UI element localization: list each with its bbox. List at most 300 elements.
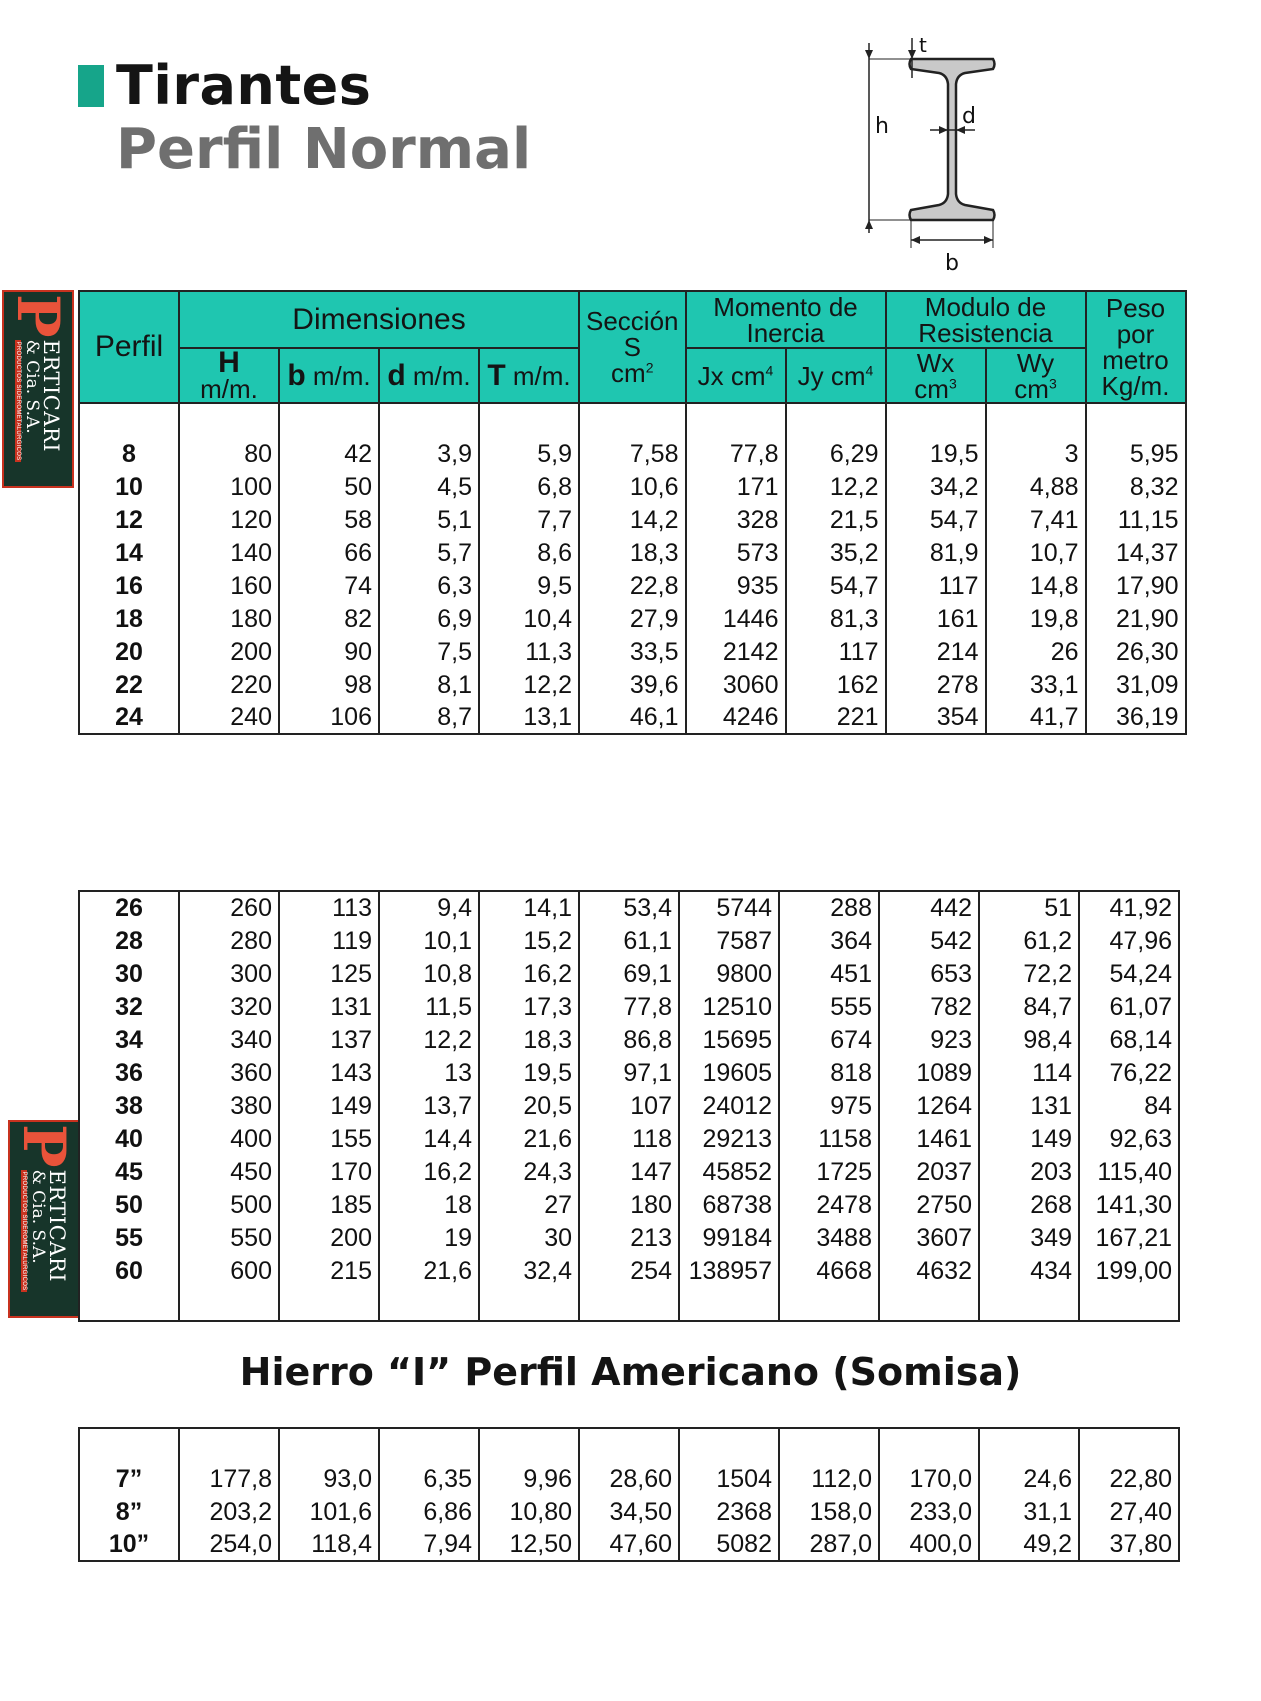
value-cell: 26 <box>986 635 1086 668</box>
value-cell: 170 <box>279 1155 379 1188</box>
value-cell: 167,21 <box>1079 1221 1179 1254</box>
blank-cell <box>786 403 886 437</box>
value-cell: 143 <box>279 1056 379 1089</box>
company-logo-2 <box>8 1120 80 1318</box>
b-label: b <box>945 251 959 276</box>
value-cell: 1264 <box>879 1089 979 1122</box>
logo-line3: PRODUCTOS SIDEROMETALÚRGICOS <box>15 341 21 461</box>
perfil-cell: 8 <box>79 437 179 470</box>
value-cell: 975 <box>779 1089 879 1122</box>
value-cell: 450 <box>179 1155 279 1188</box>
value-cell: 1504 <box>679 1462 779 1495</box>
table-row <box>79 569 1186 602</box>
value-cell: 82 <box>279 602 379 635</box>
value-cell: 54,7 <box>886 503 986 536</box>
value-cell: 10,1 <box>379 924 479 957</box>
value-cell: 221 <box>786 701 886 734</box>
header-t: T m/m. <box>479 348 579 403</box>
perfil-cell: 60 <box>79 1254 179 1287</box>
value-cell: 21,6 <box>479 1122 579 1155</box>
value-cell: 68,14 <box>1079 1023 1179 1056</box>
value-cell: 41,92 <box>1079 891 1179 924</box>
value-cell: 149 <box>979 1122 1079 1155</box>
value-cell: 149 <box>279 1089 379 1122</box>
company-logo <box>2 290 74 488</box>
value-cell: 4,5 <box>379 470 479 503</box>
header-jy: Jy $cm^4$ <box>786 348 886 403</box>
value-cell: 220 <box>179 668 279 701</box>
table-row <box>79 1155 1179 1188</box>
value-cell: 180 <box>579 1188 679 1221</box>
title-row <box>78 56 531 116</box>
value-cell: 1089 <box>879 1056 979 1089</box>
perfil-cell: 10” <box>79 1528 179 1561</box>
value-cell: 200 <box>179 635 279 668</box>
header-jx: Jx $cm^4$ <box>686 348 786 403</box>
value-cell: 54,24 <box>1079 957 1179 990</box>
value-cell: 160 <box>179 569 279 602</box>
blank-cell <box>986 403 1086 437</box>
value-cell: 98 <box>279 668 379 701</box>
value-cell: 180 <box>179 602 279 635</box>
blank-cell <box>779 1428 879 1462</box>
value-cell: 364 <box>779 924 879 957</box>
value-cell: 203 <box>979 1155 1079 1188</box>
value-cell: 3 <box>986 437 1086 470</box>
value-cell: 935 <box>686 569 786 602</box>
table-row <box>79 1221 1179 1254</box>
perfil-cell: 40 <box>79 1122 179 1155</box>
perfil-cell: 14 <box>79 536 179 569</box>
value-cell: 45852 <box>679 1155 779 1188</box>
value-cell: 442 <box>879 891 979 924</box>
value-cell: 12,2 <box>379 1023 479 1056</box>
value-cell: 555 <box>779 990 879 1023</box>
value-cell: 24,3 <box>479 1155 579 1188</box>
blank-cell <box>179 1428 279 1462</box>
table-row <box>79 1254 1179 1287</box>
perfil-cell: 36 <box>79 1056 179 1089</box>
title-accent-square <box>78 65 104 107</box>
value-cell: 46,1 <box>579 701 686 734</box>
blank-cell <box>879 1287 979 1321</box>
value-cell: 12,2 <box>786 470 886 503</box>
blank-cell <box>579 403 686 437</box>
value-cell: 6,9 <box>379 602 479 635</box>
value-cell: 550 <box>179 1221 279 1254</box>
value-cell: 5,7 <box>379 536 479 569</box>
value-cell: 84 <box>1079 1089 1179 1122</box>
perfil-cell: 20 <box>79 635 179 668</box>
value-cell: 27,40 <box>1079 1495 1179 1528</box>
value-cell: 177,8 <box>179 1462 279 1495</box>
value-cell: 288 <box>779 891 879 924</box>
value-cell: 185 <box>279 1188 379 1221</box>
value-cell: 141,30 <box>1079 1188 1179 1221</box>
perfil-cell: 28 <box>79 924 179 957</box>
value-cell: 22,8 <box>579 569 686 602</box>
value-cell: 42 <box>279 437 379 470</box>
blank-cell <box>179 403 279 437</box>
table-row <box>79 437 1186 470</box>
value-cell: 77,8 <box>686 437 786 470</box>
value-cell: 500 <box>179 1188 279 1221</box>
blank-cell <box>379 403 479 437</box>
value-cell: 15695 <box>679 1023 779 1056</box>
value-cell: 19,5 <box>886 437 986 470</box>
value-cell: 33,5 <box>579 635 686 668</box>
blank-cell <box>279 403 379 437</box>
value-cell: 6,3 <box>379 569 479 602</box>
value-cell: 170,0 <box>879 1462 979 1495</box>
value-cell: 4668 <box>779 1254 879 1287</box>
value-cell: 54,7 <box>786 569 886 602</box>
value-cell: 233,0 <box>879 1495 979 1528</box>
value-cell: 268 <box>979 1188 1079 1221</box>
value-cell: 9,96 <box>479 1462 579 1495</box>
value-cell: 18 <box>379 1188 479 1221</box>
value-cell: 11,15 <box>1086 503 1186 536</box>
value-cell: 11,3 <box>479 635 579 668</box>
value-cell: 31,1 <box>979 1495 1079 1528</box>
perfil-cell: 24 <box>79 701 179 734</box>
value-cell: 6,8 <box>479 470 579 503</box>
value-cell: 199,00 <box>1079 1254 1179 1287</box>
header-modulo-resistencia: Modulo de Resistencia <box>886 291 1086 348</box>
value-cell: 3,9 <box>379 437 479 470</box>
value-cell: 47,60 <box>579 1528 679 1561</box>
table-row <box>79 602 1186 635</box>
table-row <box>79 1089 1179 1122</box>
value-cell: 77,8 <box>579 990 679 1023</box>
blank-cell <box>479 1287 579 1321</box>
value-cell: 354 <box>886 701 986 734</box>
value-cell: 400,0 <box>879 1528 979 1561</box>
blank-cell <box>79 1287 179 1321</box>
value-cell: 112,0 <box>779 1462 879 1495</box>
value-cell: 72,2 <box>979 957 1079 990</box>
value-cell: 10,6 <box>579 470 686 503</box>
header-dimensiones: Dimensiones <box>179 291 579 348</box>
t-label: t <box>919 38 927 57</box>
value-cell: 674 <box>779 1023 879 1056</box>
value-cell: 100 <box>179 470 279 503</box>
value-cell: 81,9 <box>886 536 986 569</box>
blank-cell <box>79 403 179 437</box>
value-cell: 53,4 <box>579 891 679 924</box>
value-cell: 214 <box>886 635 986 668</box>
perfil-cell: 10 <box>79 470 179 503</box>
perfil-cell: 30 <box>79 957 179 990</box>
table-row <box>79 1528 1179 1561</box>
value-cell: 4,88 <box>986 470 1086 503</box>
blank-cell <box>379 1287 479 1321</box>
header-d: d m/m. <box>379 348 479 403</box>
blank-cell <box>886 403 986 437</box>
value-cell: 7,5 <box>379 635 479 668</box>
value-cell: 328 <box>686 503 786 536</box>
value-cell: 106 <box>279 701 379 734</box>
blank-cell <box>686 403 786 437</box>
value-cell: 14,2 <box>579 503 686 536</box>
value-cell: 27 <box>479 1188 579 1221</box>
value-cell: 120 <box>179 503 279 536</box>
value-cell: 125 <box>279 957 379 990</box>
blank-cell <box>879 1428 979 1462</box>
value-cell: 138957 <box>679 1254 779 1287</box>
value-cell: 147 <box>579 1155 679 1188</box>
blank-cell <box>479 403 579 437</box>
blank-cell <box>279 1428 379 1462</box>
value-cell: 2478 <box>779 1188 879 1221</box>
h-label: h <box>875 114 889 139</box>
value-cell: 300 <box>179 957 279 990</box>
value-cell: 21,6 <box>379 1254 479 1287</box>
table-row <box>79 924 1179 957</box>
value-cell: 4632 <box>879 1254 979 1287</box>
blank-cell <box>679 1287 779 1321</box>
header-b: b m/m. <box>279 348 379 403</box>
table-row <box>79 1056 1179 1089</box>
value-cell: 13,1 <box>479 701 579 734</box>
logo-line2: & Cia. S.A. <box>28 1169 48 1264</box>
value-cell: 92,63 <box>1079 1122 1179 1155</box>
table-perfil-normal-2 <box>78 890 1180 1322</box>
value-cell: 29213 <box>679 1122 779 1155</box>
value-cell: 90 <box>279 635 379 668</box>
value-cell: 158,0 <box>779 1495 879 1528</box>
value-cell: 1461 <box>879 1122 979 1155</box>
value-cell: 12510 <box>679 990 779 1023</box>
blank-row <box>79 1287 1179 1321</box>
value-cell: 213 <box>579 1221 679 1254</box>
value-cell: 287,0 <box>779 1528 879 1561</box>
value-cell: 5,9 <box>479 437 579 470</box>
value-cell: 215 <box>279 1254 379 1287</box>
value-cell: 22,80 <box>1079 1462 1179 1495</box>
perfil-cell: 45 <box>79 1155 179 1188</box>
table-row <box>79 1462 1179 1495</box>
value-cell: 80 <box>179 437 279 470</box>
blank-cell <box>979 1428 1079 1462</box>
value-cell: 155 <box>279 1122 379 1155</box>
value-cell: 26,30 <box>1086 635 1186 668</box>
value-cell: 2750 <box>879 1188 979 1221</box>
value-cell: 6,86 <box>379 1495 479 1528</box>
value-cell: 11,5 <box>379 990 479 1023</box>
value-cell: 7,58 <box>579 437 686 470</box>
d-label: d <box>962 104 976 129</box>
perfil-cell: 8” <box>79 1495 179 1528</box>
value-cell: 19,8 <box>986 602 1086 635</box>
value-cell: 13,7 <box>379 1089 479 1122</box>
logo-line2: & Cia. S.A. <box>22 339 42 434</box>
value-cell: 434 <box>979 1254 1079 1287</box>
perfil-cell: 26 <box>79 891 179 924</box>
table-row <box>79 668 1186 701</box>
i-beam-diagram <box>855 38 1005 288</box>
value-cell: 7587 <box>679 924 779 957</box>
value-cell: 14,4 <box>379 1122 479 1155</box>
value-cell: 254,0 <box>179 1528 279 1561</box>
page-subtitle: Perfil Normal <box>116 117 532 182</box>
value-cell: 24012 <box>679 1089 779 1122</box>
value-cell: 118 <box>579 1122 679 1155</box>
logo-line3: PRODUCTOS SIDEROMETALÚRGICOS <box>21 1171 27 1291</box>
value-cell: 260 <box>179 891 279 924</box>
value-cell: 923 <box>879 1023 979 1056</box>
value-cell: 400 <box>179 1122 279 1155</box>
value-cell: 17,3 <box>479 990 579 1023</box>
value-cell: 51 <box>979 891 1079 924</box>
value-cell: 162 <box>786 668 886 701</box>
i-beam-shape <box>910 59 995 220</box>
value-cell: 117 <box>886 569 986 602</box>
value-cell: 5082 <box>679 1528 779 1561</box>
value-cell: 47,96 <box>1079 924 1179 957</box>
value-cell: 86,8 <box>579 1023 679 1056</box>
value-cell: 200 <box>279 1221 379 1254</box>
blank-cell <box>379 1428 479 1462</box>
table-row <box>79 536 1186 569</box>
perfil-cell: 32 <box>79 990 179 1023</box>
value-cell: 8,7 <box>379 701 479 734</box>
value-cell: 13 <box>379 1056 479 1089</box>
value-cell: 9,5 <box>479 569 579 602</box>
value-cell: 84,7 <box>979 990 1079 1023</box>
value-cell: 16,2 <box>379 1155 479 1188</box>
title-block <box>78 56 531 182</box>
value-cell: 10,7 <box>986 536 1086 569</box>
blank-row <box>79 1428 1179 1462</box>
value-cell: 119 <box>279 924 379 957</box>
value-cell: 98,4 <box>979 1023 1079 1056</box>
value-cell: 21,90 <box>1086 602 1186 635</box>
blank-cell <box>279 1287 379 1321</box>
value-cell: 600 <box>179 1254 279 1287</box>
value-cell: 74 <box>279 569 379 602</box>
value-cell: 12,50 <box>479 1528 579 1561</box>
value-cell: 14,8 <box>986 569 1086 602</box>
table-row <box>79 1122 1179 1155</box>
value-cell: 12,2 <box>479 668 579 701</box>
value-cell: 31,09 <box>1086 668 1186 701</box>
value-cell: 107 <box>579 1089 679 1122</box>
value-cell: 76,22 <box>1079 1056 1179 1089</box>
perfil-cell: 12 <box>79 503 179 536</box>
blank-cell <box>579 1287 679 1321</box>
blank-cell <box>1079 1428 1179 1462</box>
perfil-cell: 38 <box>79 1089 179 1122</box>
table-row <box>79 701 1186 734</box>
table-row <box>79 470 1186 503</box>
value-cell: 1446 <box>686 602 786 635</box>
value-cell: 131 <box>979 1089 1079 1122</box>
value-cell: 137 <box>279 1023 379 1056</box>
value-cell: 20,5 <box>479 1089 579 1122</box>
value-cell: 115,40 <box>1079 1155 1179 1188</box>
blank-cell <box>1086 403 1186 437</box>
value-cell: 34,50 <box>579 1495 679 1528</box>
value-cell: 254 <box>579 1254 679 1287</box>
value-cell: 8,6 <box>479 536 579 569</box>
value-cell: 50 <box>279 470 379 503</box>
value-cell: 36,19 <box>1086 701 1186 734</box>
value-cell: 14,1 <box>479 891 579 924</box>
value-cell: 16,2 <box>479 957 579 990</box>
table-row <box>79 1023 1179 1056</box>
value-cell: 6,35 <box>379 1462 479 1495</box>
value-cell: 27,9 <box>579 602 686 635</box>
logo-initial: P <box>4 294 72 338</box>
value-cell: 118,4 <box>279 1528 379 1561</box>
perfil-cell: 7” <box>79 1462 179 1495</box>
value-cell: 7,7 <box>479 503 579 536</box>
value-cell: 8,32 <box>1086 470 1186 503</box>
value-cell: 37,80 <box>1079 1528 1179 1561</box>
blank-cell <box>179 1287 279 1321</box>
blank-cell <box>779 1287 879 1321</box>
value-cell: 8,1 <box>379 668 479 701</box>
table-row <box>79 503 1186 536</box>
value-cell: 19,5 <box>479 1056 579 1089</box>
value-cell: 30 <box>479 1221 579 1254</box>
value-cell: 41,7 <box>986 701 1086 734</box>
perfil-cell: 18 <box>79 602 179 635</box>
perfil-cell: 34 <box>79 1023 179 1056</box>
value-cell: 7,41 <box>986 503 1086 536</box>
header-perfil: Perfil <box>79 291 179 403</box>
value-cell: 18,3 <box>579 536 686 569</box>
value-cell: 19 <box>379 1221 479 1254</box>
value-cell: 131 <box>279 990 379 1023</box>
value-cell: 5,95 <box>1086 437 1186 470</box>
header-seccion: Sección S $cm^2$ <box>579 291 686 403</box>
value-cell: 3060 <box>686 668 786 701</box>
header-peso: Peso por metro Kg/m. <box>1086 291 1186 403</box>
value-cell: 280 <box>179 924 279 957</box>
value-cell: 117 <box>786 635 886 668</box>
header-wx: Wx $cm^3$ <box>886 348 986 403</box>
value-cell: 33,1 <box>986 668 1086 701</box>
logo-line1: ERTICARI <box>39 339 63 453</box>
value-cell: 5,1 <box>379 503 479 536</box>
value-cell: 818 <box>779 1056 879 1089</box>
value-cell: 68738 <box>679 1188 779 1221</box>
value-cell: 34,2 <box>886 470 986 503</box>
value-cell: 2037 <box>879 1155 979 1188</box>
value-cell: 10,4 <box>479 602 579 635</box>
value-cell: 171 <box>686 470 786 503</box>
value-cell: 380 <box>179 1089 279 1122</box>
value-cell: 113 <box>279 891 379 924</box>
value-cell: 6,29 <box>786 437 886 470</box>
value-cell: 14,37 <box>1086 536 1186 569</box>
header-momento-inercia: Momento de Inercia <box>686 291 886 348</box>
value-cell: 1725 <box>779 1155 879 1188</box>
table-row <box>79 1495 1179 1528</box>
blank-cell <box>79 1428 179 1462</box>
value-cell: 7,94 <box>379 1528 479 1561</box>
logo-initial: P <box>10 1124 78 1168</box>
value-cell: 320 <box>179 990 279 1023</box>
table-row <box>79 990 1179 1023</box>
value-cell: 349 <box>979 1221 1079 1254</box>
perfil-cell: 50 <box>79 1188 179 1221</box>
value-cell: 10,80 <box>479 1495 579 1528</box>
value-cell: 49,2 <box>979 1528 1079 1561</box>
value-cell: 61,07 <box>1079 990 1179 1023</box>
